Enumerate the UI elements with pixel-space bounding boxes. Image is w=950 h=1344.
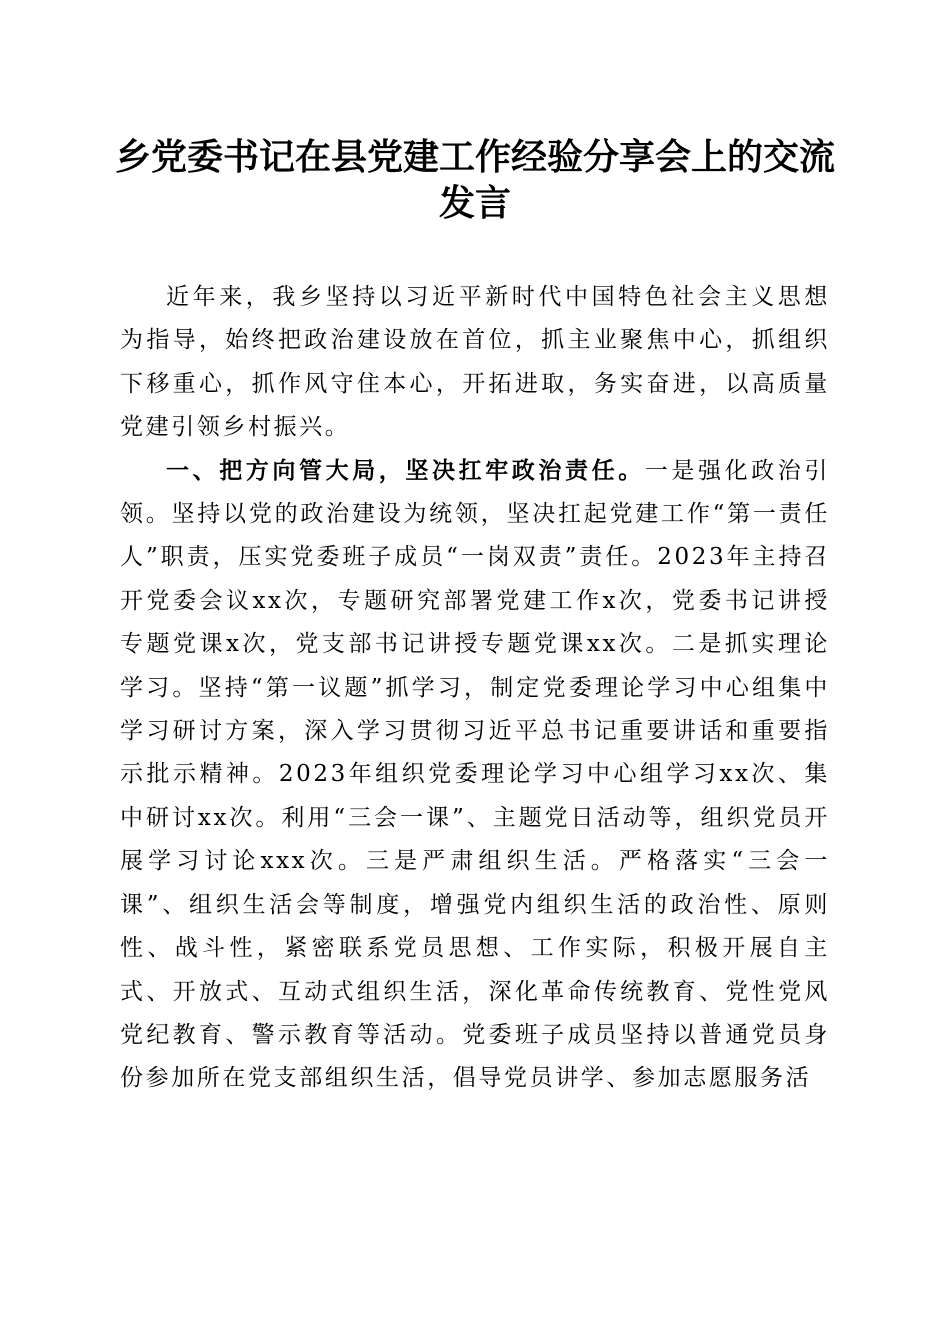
- intro-paragraph: [120, 276, 830, 450]
- title-line-2: 发言: [438, 182, 511, 224]
- section-one-text: 一是强化政治引领。坚持以党的政治建设为统领，坚决扛起党建工作“第一责任人”职责，压实党委班子成员“一岗双责”责任。2023年主持召开党委会议xx次，专题研究部署党建工作x次，党委书记讲授专题党课x次，党支部书记讲授专题党课xx次。二是抓实理论学习。坚持“第一议题”抓学习，制定党委理论学习中心组集中学习研讨方案，深入学习贯彻习近平总书记重要讲话和重要指示批示精神。2023年组织党委理论学习中心组学习xx次、集中研讨xx次。利用“三会一课”、主题党日活动等，组织党员开展学习讨论xxx次。三是严肃组织生活。严格落实“三会一课”、组织生活会等制度，增强党内组织生活的政治性、原则性、战斗性，紧密联系党员思想、工作实际，积极开展自主式、开放式、互动式组织生活，深化革命传统教育、党性党风党纪教育、警示教育等活动。党委班子成员坚持以普通党员身份参加所在党支部组织生活，倡导党员讲学、参加志愿服务活: [120, 457, 830, 1092]
- section-one-paragraph: [120, 450, 830, 1101]
- section-one-heading: 一、把方向管大局，坚决扛牢政治责任。: [166, 457, 645, 484]
- intro-text: 近年来，我乡坚持以习近平新时代中国特色社会主义思想为指导，始终把政治建设放在首位，抓主业聚焦中心，抓组织下移重心，抓作风守住本心，开拓进取，务实奋进，以高质量党建引领乡村振兴。: [120, 284, 830, 441]
- title-line-1: 乡党委书记在县党建工作经验分享会上的交流: [114, 136, 835, 178]
- document-title: [110, 134, 840, 226]
- document-body: [120, 276, 830, 1101]
